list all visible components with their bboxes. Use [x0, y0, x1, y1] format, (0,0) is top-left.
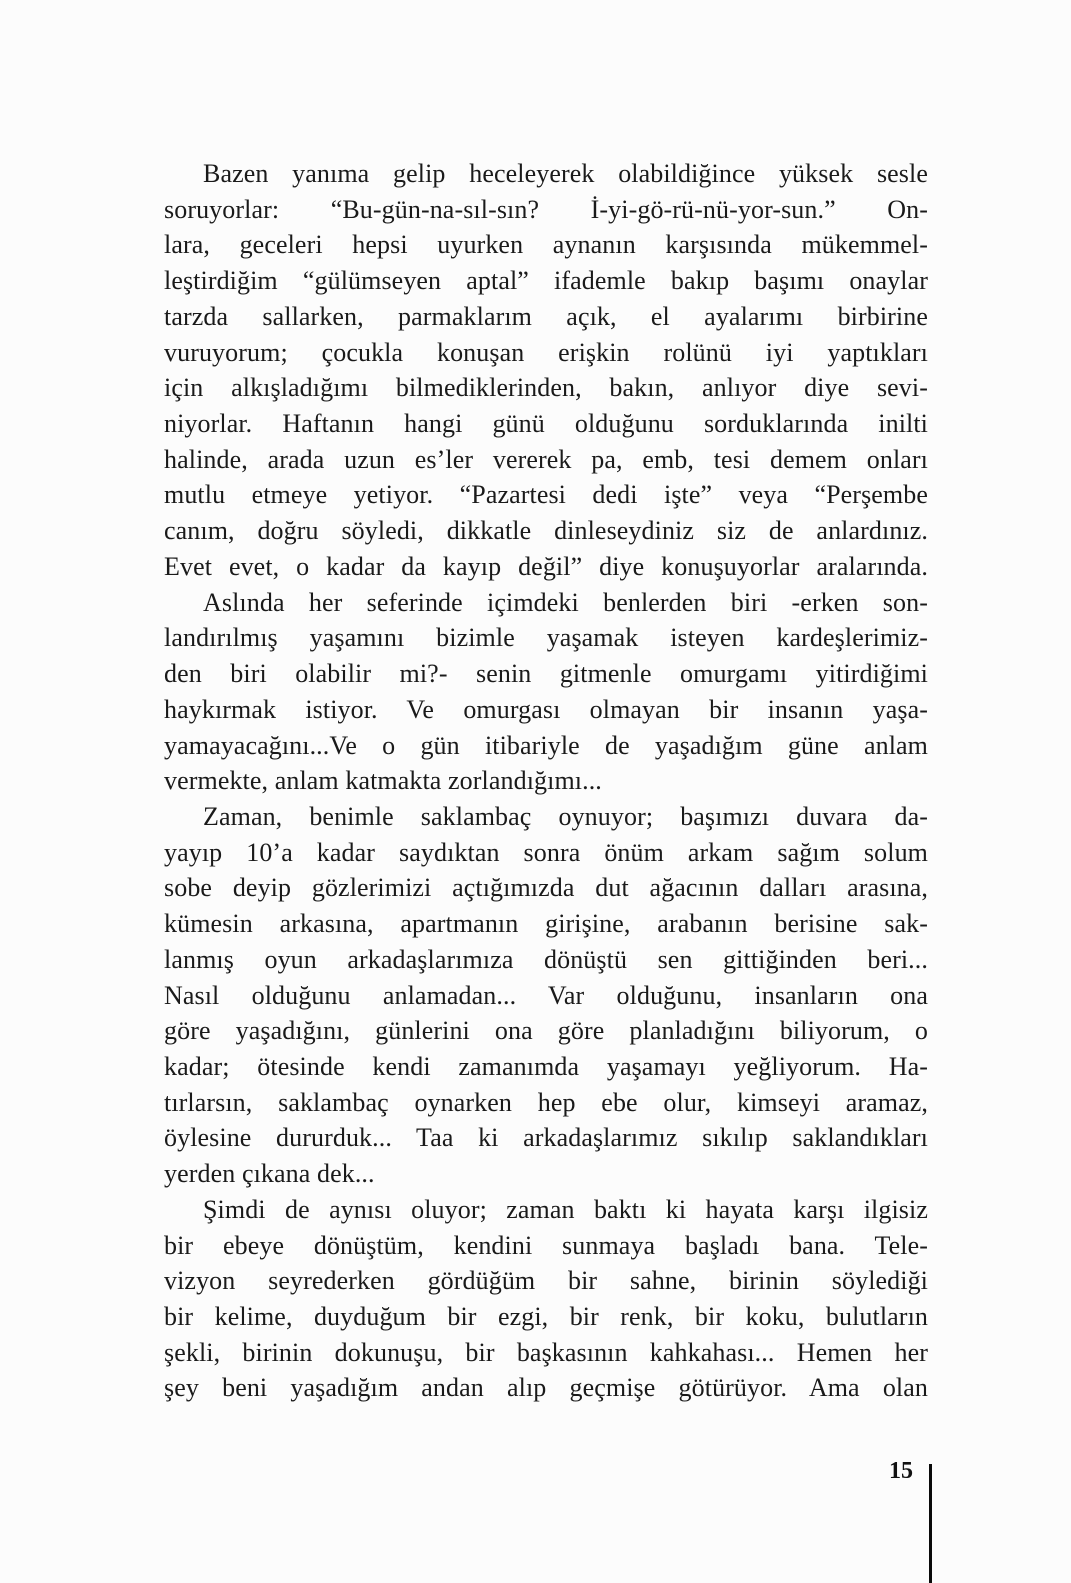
text-line: vermekte, anlam katmakta zorlandığımı... — [164, 766, 602, 796]
text-line: Şimdi de aynısı oluyor; zaman baktı ki hayata karşı ilgisiz — [203, 1194, 928, 1224]
text-line: bir kelime, duyduğum bir ezgi, bir renk, bir koku, bulutların — [164, 1302, 928, 1331]
text-line: halinde, arada uzun es’ler vererek pa, emb, tesi demem onları — [164, 444, 928, 474]
paragraph — [164, 585, 928, 799]
text-line: landırılmış yaşamını bizimle yaşamak isteyen kardeşlerimiz- — [164, 623, 928, 653]
text-line: haykırmak istiyor. Ve omurgası olmayan bir insanın yaşa- — [164, 694, 928, 724]
text-line: şey beni yaşadığım andan alıp geçmişe götürüyor. Ama olan — [164, 1373, 928, 1403]
text-line: leştirdiğim “gülümseyen aptal” ifademle bakıp başımı onaylar — [164, 266, 928, 296]
paragraph — [164, 156, 928, 585]
text-line: mutlu etmeye yetiyor. “Pazartesi dedi işte” veya “Perşembe — [164, 480, 928, 510]
text-line: göre yaşadığını, günlerini ona göre planladığını biliyorum, o — [164, 1016, 928, 1046]
text-line: tarzda sallarken, parmaklarım açık, el ayalarımı birbirine — [164, 301, 928, 331]
paragraph — [164, 799, 928, 1192]
text-line: vuruyorum; çocukla konuşan erişkin rolünü iyi yaptıkları — [164, 337, 928, 367]
body-text — [164, 156, 928, 1406]
text-line: yayıp 10’a kadar saydıktan sonra önüm arkam sağım solum — [164, 837, 928, 867]
text-line: sobe deyip gözlerimizi açtığımızda dut ağacının dalları arasına, — [164, 873, 928, 903]
text-line: yamayacağını...Ve o gün itibariyle de yaşadığım güne anlam — [164, 730, 928, 760]
text-line: lanmış oyun arkadaşlarımıza dönüştü sen gittiğinden beri... — [164, 944, 928, 974]
text-line: Evet evet, o kadar da kayıp değil” diye konuşuyorlar aralarında. — [164, 551, 928, 581]
text-line: den biri olabilir mi?- senin gitmenle omurgamı yitirdiğimi — [164, 659, 928, 689]
text-line: Nasıl olduğunu anlamadan... Var olduğunu, insanların ona — [164, 980, 928, 1010]
text-line: lara, geceleri hepsi uyurken aynanın karşısında mükemmel- — [164, 230, 928, 260]
text-line: için alkışladığımı bilmediklerinden, bakın, anlıyor diye sevi- — [164, 373, 928, 403]
text-line: öylesine dururduk... Taa ki arkadaşlarımız sıkılıp saklandıkları — [164, 1123, 928, 1153]
text-line: kümesin arkasına, apartmanın girişine, arabanın berisine sak- — [164, 909, 928, 939]
text-line: vizyon seyrederken gördüğüm bir sahne, birinin söylediği — [164, 1266, 928, 1296]
text-line: bir ebeye dönüştüm, kendini sunmaya başladı bana. Tele- — [164, 1230, 928, 1260]
text-line: canım, doğru söyledi, dikkatle dinleseydiniz siz de anlardınız. — [164, 516, 928, 546]
text-line: şekli, birinin dokunuşu, bir başkasının kahkahası... Hemen her — [164, 1337, 928, 1367]
text-line: Bazen yanıma gelip heceleyerek olabildiğince yüksek sesle — [203, 159, 928, 188]
text-line: tırlarsın, saklambaç oynarken hep ebe olur, kimseyi aramaz, — [164, 1087, 928, 1117]
text-line: niyorlar. Haftanın hangi günü olduğunu sorduklarında inilti — [164, 409, 928, 439]
paragraph — [164, 1192, 928, 1406]
page-number: 15 — [889, 1458, 913, 1484]
text-line: Aslında her seferinde içimdeki benlerden biri -erken son- — [203, 587, 928, 617]
text-line: kadar; ötesinde kendi zamanımda yaşamayı yeğliyorum. Ha- — [164, 1051, 928, 1081]
text-line: Zaman, benimle saklambaç oynuyor; başımızı duvara da- — [203, 801, 928, 831]
right-edge-rule — [929, 1464, 932, 1583]
text-line: soruyorlar: “Bu-gün-na-sıl-sın? İ-yi-gö-rü-nü-yor-sun.” On- — [164, 194, 928, 224]
text-line: yerden çıkana dek... — [164, 1159, 375, 1189]
